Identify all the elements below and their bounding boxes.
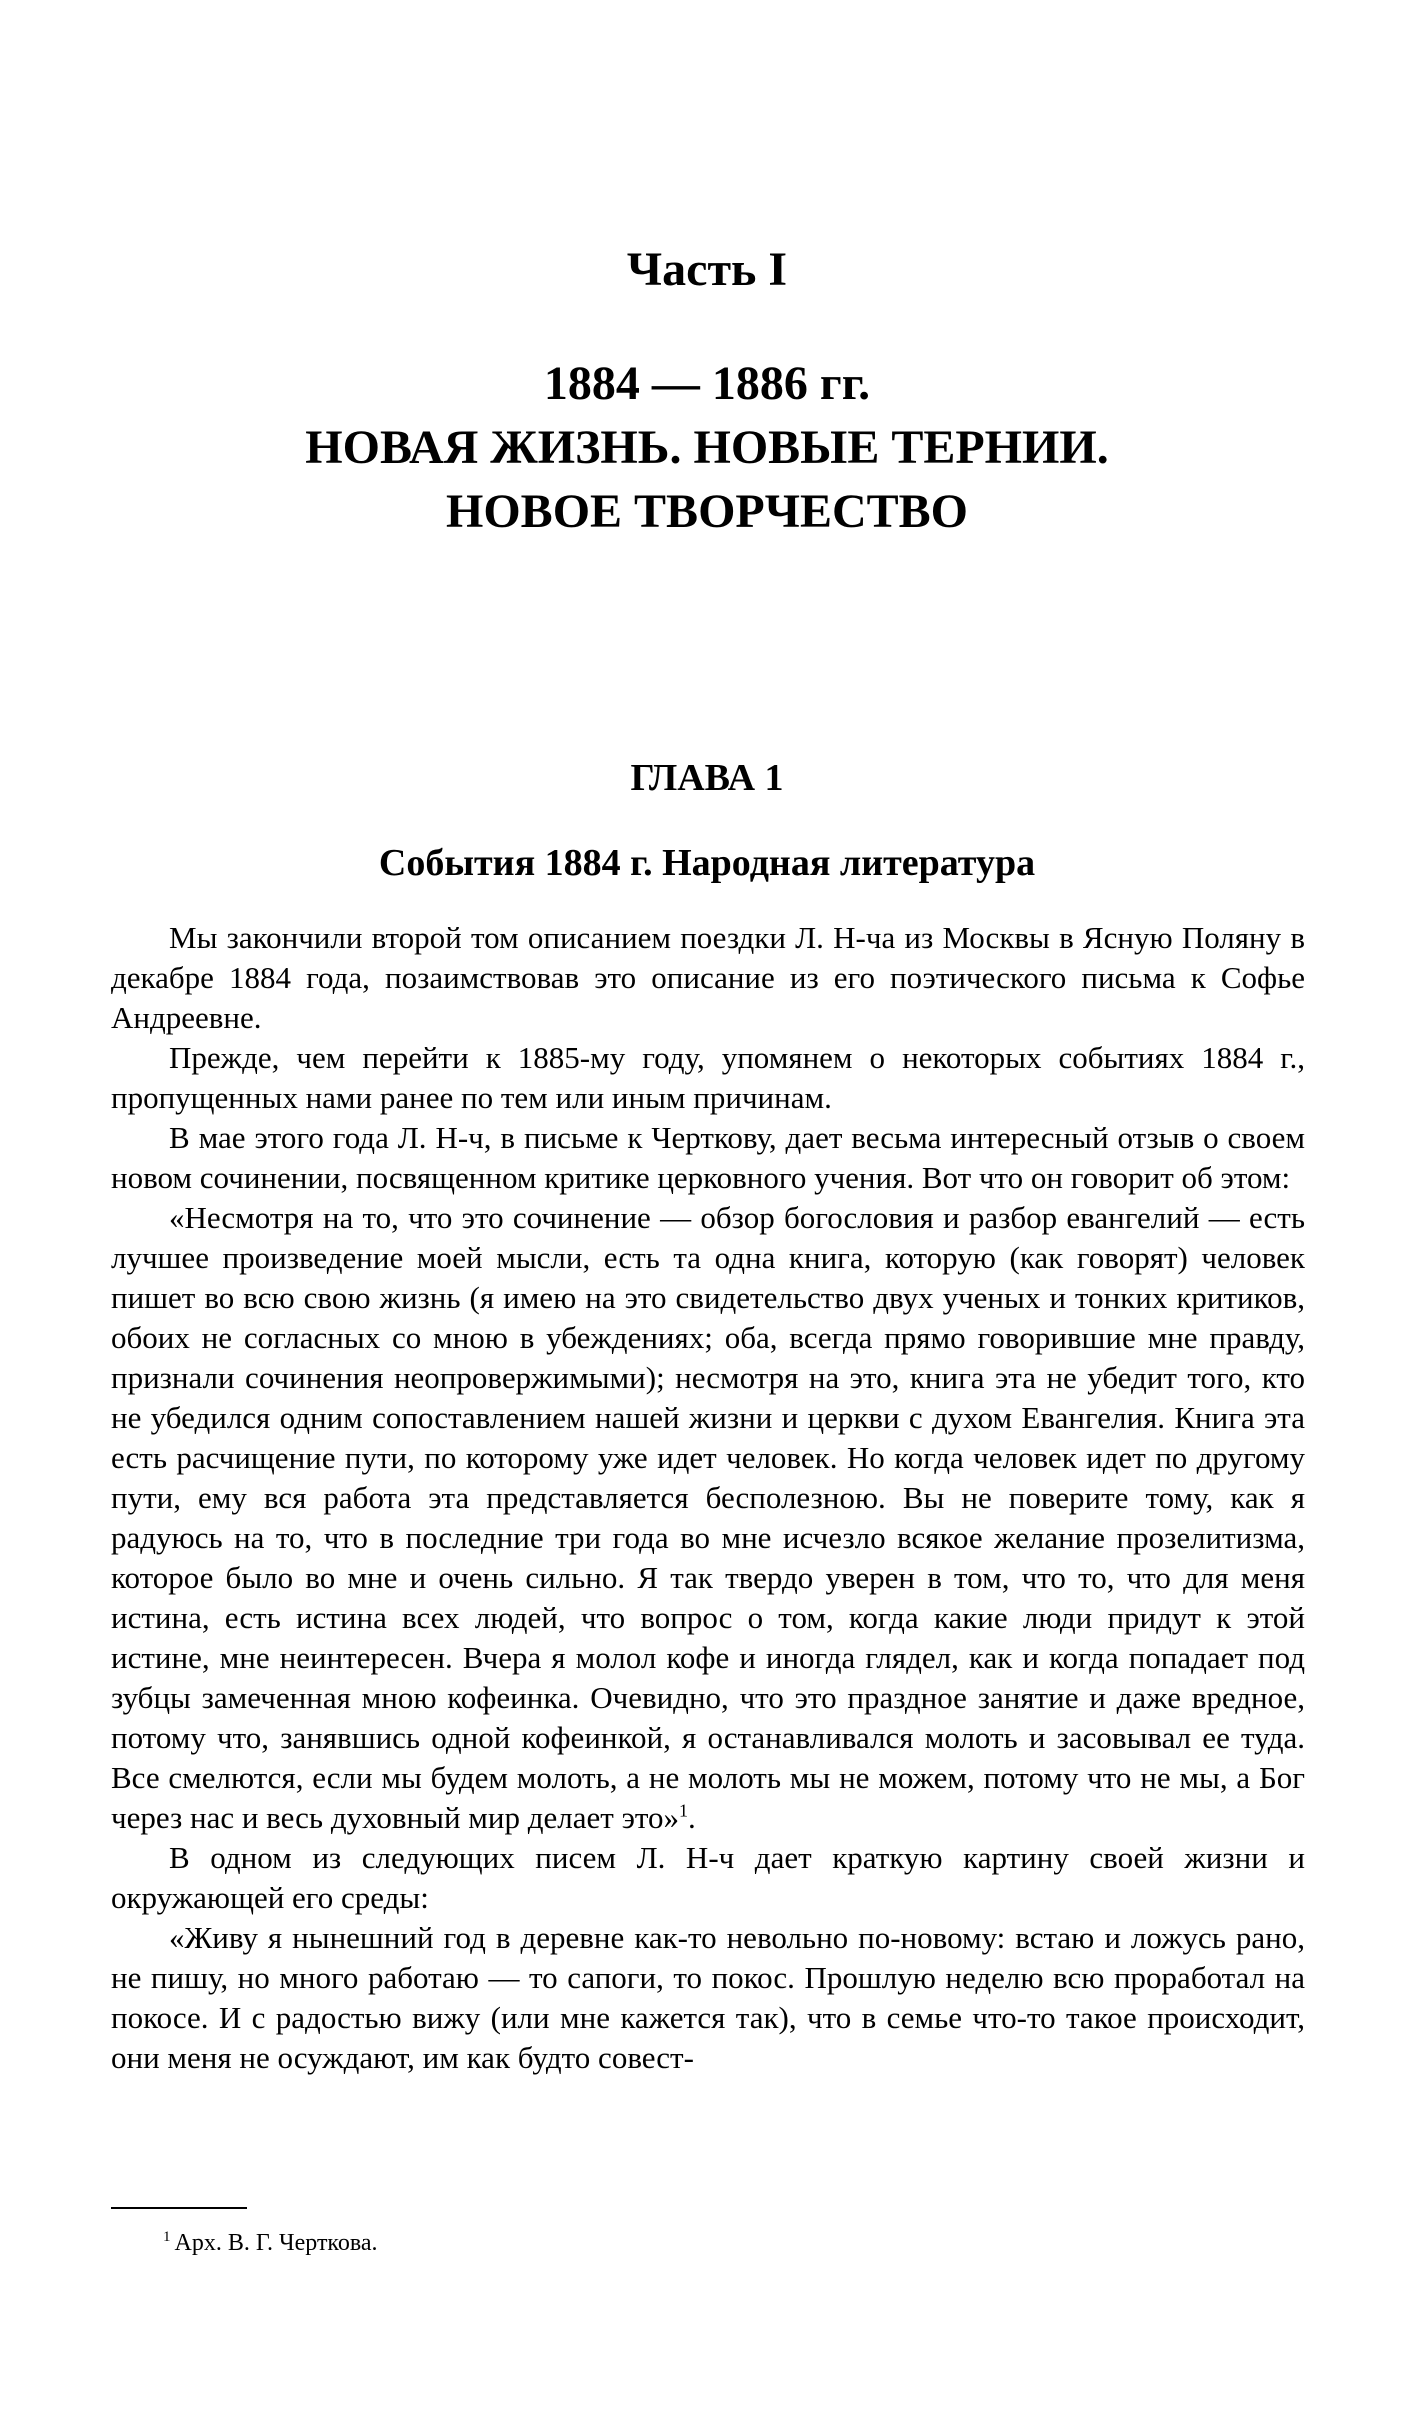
footnote-number: 1 — [163, 2229, 171, 2245]
paragraph: В одном из следующих писем Л. Н-ч дает краткую картину своей жизни и окружающей его среды: — [111, 1840, 1305, 1915]
chapter-body — [111, 918, 1305, 2078]
quote-paragraph: «Несмотря на то, что это сочинение — обзор богословия и разбор евангелий — есть лучшее произведение моей мысли, есть та одна книга, которую (как говорят) человек пишет во всю свою жизнь (я имею на это свидетельство двух ученых и тонких критиков, обоих не согласных со мною в убеждениях; оба, всегда прямо говорившие мне правду, признали сочинения неопровержимыми); несмотря на это, книга эта не убедит того, кто не убедился одним сопоставлением нашей жизни и церкви с духом Евангелия. Книга эта есть расчищение пути, по которому уже идет человек. Но когда человек идет по другому пути, ему вся работа эта представляется бесполезною. Вы не поверите тому, как я радуюсь на то, что в последние три года во мне исчезло всякое желание прозелитизма, которое было во мне и очень сильно. Я так твердо уверен в том, что то, что для меня истина, есть истина всех людей, что вопрос о том, когда какие люди придут к этой истине, мне неинтересен. Вчера я молол кофе и иногда глядел, как и когда попадает под зубцы замеченная мною кофеинка. Очевидно, что это праздное занятие и даже вредное, потому что, занявшись одной кофеинкой, я останавливался молоть и засовывал ее туда. Все смелются, если мы будем молоть, а не молоть мы не можем, потому что не мы, а Бог через нас и весь духовный мир делает это»$^1$. — [111, 1200, 1305, 1835]
part-label: Часть I — [626, 243, 788, 296]
paragraph: В мае этого года Л. Н-ч, в письме к Черткову, дает весьма интересный отзыв о своем новом сочинении, посвященном критике церковного учения. Вот что он говорит об этом: — [111, 1120, 1305, 1195]
part-heading — [110, 352, 1304, 544]
part-heading-line: НОВАЯ ЖИЗНЬ. НОВЫЕ ТЕРНИИ. — [305, 421, 1109, 474]
quote-text: «Несмотря на то, что это сочинение — обзор богословия и разбор евангелий — есть лучшее произведение моей мысли, есть та одна книга, которую (как говорят) человек пишет во всю свою жизнь (я имею на это свидетельство двух ученых и тонких критиков, обоих не согласных со мною в убеждениях; оба, всегда прямо говорившие мне правду, признали сочинения неопровержимыми); несмотря на это, книга эта не убедит того, кто не убедился одним сопоставлением нашей жизни и церкви с духом Евангелия. Книга эта есть расчищение пути, по которому уже идет человек. Но когда человек идет по другому пути, ему вся работа эта представляется бесполезною. Вы не поверите тому, как я радуюсь на то, что в последние три года во мне исчезло всякое желание прозелитизма, которое было во мне и очень сильно. Я так твердо уверен в том, что то, что для меня истина, есть истина всех людей, что вопрос о том, когда какие люди придут к этой истине, мне неинтересен. Вчера я молол кофе и иногда глядел, как и когда попадает под зубцы замеченная мною кофеинка. Очевидно, что это праздное занятие и даже вредное, потому что, занявшись одной кофеинкой, я останавливался молоть и засовывал ее туда. Все смелются, если мы будем молоть, а не молоть мы не можем, потому что не мы, а Бог через нас и весь духовный мир делает это» — [111, 1200, 1305, 1835]
paragraph: Прежде, чем перейти к 1885-му году, упомянем о некоторых событиях 1884 г., пропущенных нами ранее по тем или иным причинам. — [111, 1040, 1305, 1115]
footnote — [163, 2227, 378, 2259]
chapter-title: События 1884 г. Народная литература — [378, 842, 1036, 884]
chapter-label: ГЛАВА 1 — [630, 757, 784, 799]
footnote-text: Арх. В. Г. Черткова. — [174, 2230, 378, 2256]
part-heading-line: 1884 — 1886 гг. — [543, 357, 871, 410]
quote-paragraph: «Живу я нынешний год в деревне как-то невольно по-новому: встаю и ложусь рано, не пишу, но много работаю — то сапоги, то покос. Прошлую неделю всю проработал на покосе. И с радостью вижу (или мне кажется так), что в семье что-то такое происходит, они меня не осуждают, им как будто совест- — [111, 1920, 1305, 2075]
paragraph: Мы закончили второй том описанием поездки Л. Н-ча из Москвы в Ясную Поляну в декабре 1884 года, позаимствовав это описание из его поэтического письма к Софье Андреевне. — [111, 920, 1305, 1035]
footnote-reference[interactable]: 1 — [679, 1800, 689, 1821]
footnote-divider — [111, 2207, 247, 2209]
part-heading-line: НОВОЕ ТВОРЧЕСТВО — [446, 485, 968, 538]
